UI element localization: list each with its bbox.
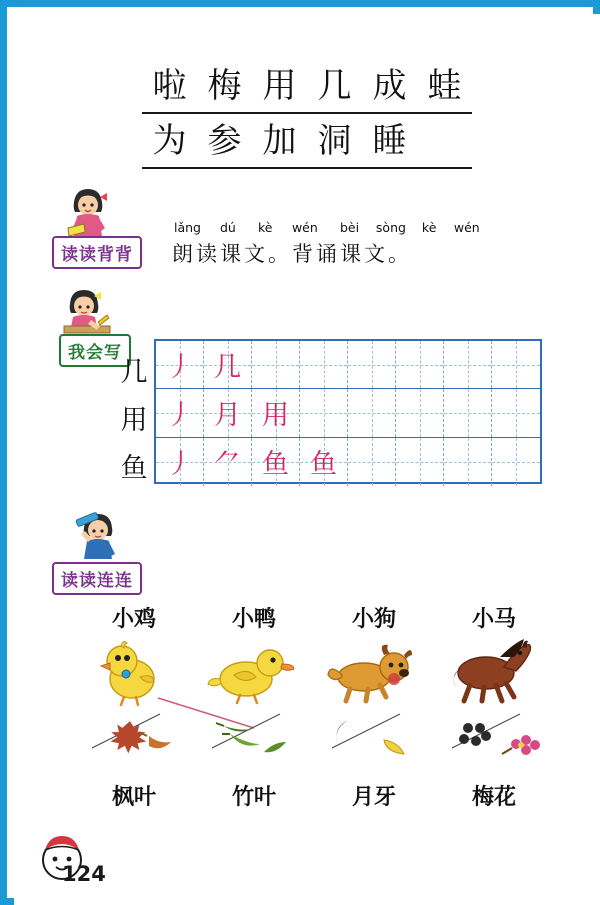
new-characters-box <box>142 59 472 169</box>
stroke-step: 月 <box>214 400 241 432</box>
new-character: 洞 <box>317 120 352 161</box>
new-character: 蛙 <box>427 65 462 106</box>
boy-with-telescope-icon <box>68 508 134 562</box>
pinyin-syllable: wén <box>453 220 480 235</box>
stroke-step <box>492 438 540 486</box>
stroke-step <box>300 389 347 436</box>
read-aloud-text: 朗读课文。背诵课文。 <box>172 242 412 266</box>
pinyin-syllable: lǎng <box>174 220 201 235</box>
stroke-step <box>492 389 540 436</box>
chick-icon <box>74 637 194 707</box>
new-character: 为 <box>152 120 187 161</box>
section-tag-i-can-write: 我会写 <box>59 334 131 367</box>
writing-cell[interactable] <box>492 389 540 436</box>
writing-cell[interactable] <box>204 341 252 388</box>
writing-cell[interactable] <box>156 341 204 388</box>
stroke-step <box>396 438 443 486</box>
stroke-step: 几 <box>214 352 241 384</box>
new-character: 加 <box>262 120 297 161</box>
duck-icon <box>194 637 314 707</box>
girl-writing-icon <box>58 286 118 338</box>
stroke-step <box>444 438 491 486</box>
writing-cell[interactable] <box>492 438 540 486</box>
writing-row <box>156 389 540 437</box>
writing-cell[interactable] <box>348 389 396 436</box>
writing-cell[interactable] <box>444 341 492 388</box>
new-character: 参 <box>207 120 242 161</box>
match-word-bottom[interactable]: 梅花 <box>471 784 516 810</box>
pinyin-syllable: dú <box>219 220 236 235</box>
crescent-moon-icon <box>314 714 434 774</box>
match-word-bottom[interactable]: 月牙 <box>351 784 396 810</box>
writing-cell[interactable] <box>252 438 300 486</box>
writing-cell[interactable] <box>396 341 444 388</box>
bamboo-leaf-icon <box>194 714 314 774</box>
writing-cell[interactable] <box>156 438 204 486</box>
writing-cell[interactable] <box>396 389 444 436</box>
writing-practice-grid <box>154 339 542 484</box>
stroke-step: ⺈ <box>214 449 241 481</box>
section-tag-read-aloud: 读读背背 <box>52 236 142 269</box>
horse-icon <box>434 637 554 707</box>
pinyin-syllable: bèi <box>339 220 360 235</box>
stroke-step: 丿 <box>166 449 193 481</box>
writing-cell[interactable] <box>156 389 204 436</box>
writing-cell[interactable] <box>444 438 492 486</box>
stroke-step <box>492 341 540 388</box>
match-column <box>314 602 434 810</box>
pinyin-syllable: kè <box>257 220 273 235</box>
stroke-step <box>444 389 491 436</box>
match-word-top[interactable]: 小狗 <box>351 606 396 632</box>
writing-cell[interactable] <box>300 438 348 486</box>
writing-cell[interactable] <box>300 389 348 436</box>
new-character: 用 <box>262 65 297 106</box>
stroke-step <box>252 341 299 388</box>
stroke-step: 丿 <box>166 352 193 384</box>
stroke-step <box>444 341 491 388</box>
writing-cell[interactable] <box>348 438 396 486</box>
writing-row <box>156 341 540 389</box>
pinyin-syllable: sòng <box>375 220 406 235</box>
writing-cell[interactable] <box>348 341 396 388</box>
match-word-bottom[interactable]: 枫叶 <box>111 784 156 810</box>
writing-row <box>156 438 540 486</box>
new-characters-row-1 <box>142 59 472 114</box>
match-column <box>434 602 554 810</box>
writing-cell[interactable] <box>492 341 540 388</box>
girl-reading-icon <box>60 186 120 238</box>
new-character: 啦 <box>152 65 187 106</box>
matching-exercise <box>74 602 554 827</box>
dog-icon <box>314 637 434 707</box>
writing-cell[interactable] <box>444 389 492 436</box>
page-content <box>14 14 600 905</box>
page-number: 124 <box>62 862 106 886</box>
pinyin-line <box>174 220 488 235</box>
match-word-top[interactable]: 小鸡 <box>111 606 156 632</box>
stroke-step <box>348 389 395 436</box>
stroke-step: 鱼 <box>310 449 337 481</box>
stroke-step <box>300 341 347 388</box>
writing-cell[interactable] <box>300 341 348 388</box>
new-character: 几 <box>317 65 352 106</box>
write-head-character: 用 <box>120 405 148 436</box>
new-character: 成 <box>372 65 407 106</box>
stroke-step <box>348 341 395 388</box>
new-character: 梅 <box>207 65 242 106</box>
new-character: 睡 <box>372 120 407 161</box>
new-characters-row-2 <box>142 114 472 169</box>
writing-cell[interactable] <box>396 438 444 486</box>
match-column <box>194 602 314 810</box>
stroke-step <box>396 341 443 388</box>
writing-cell[interactable] <box>252 389 300 436</box>
stroke-step: 鱼 <box>262 449 289 481</box>
writing-cell[interactable] <box>252 341 300 388</box>
maple-leaf-icon <box>74 714 194 774</box>
pinyin-syllable: kè <box>421 220 437 235</box>
stroke-step <box>396 389 443 436</box>
write-head-character: 几 <box>120 357 148 388</box>
plum-blossom-icon <box>434 714 554 774</box>
match-word-bottom[interactable]: 竹叶 <box>231 784 276 810</box>
writing-cell[interactable] <box>204 389 252 436</box>
stroke-step: 用 <box>262 400 289 432</box>
write-head-character: 鱼 <box>120 453 148 484</box>
stroke-step: 丿 <box>166 400 193 432</box>
writing-cell[interactable] <box>204 438 252 486</box>
match-column <box>74 602 194 810</box>
section-tag-read-and-link: 读读连连 <box>52 562 142 595</box>
match-word-top[interactable]: 小马 <box>471 606 516 632</box>
match-word-top[interactable]: 小鸭 <box>231 606 276 632</box>
stroke-step <box>348 438 395 486</box>
pinyin-syllable: wén <box>291 220 318 235</box>
